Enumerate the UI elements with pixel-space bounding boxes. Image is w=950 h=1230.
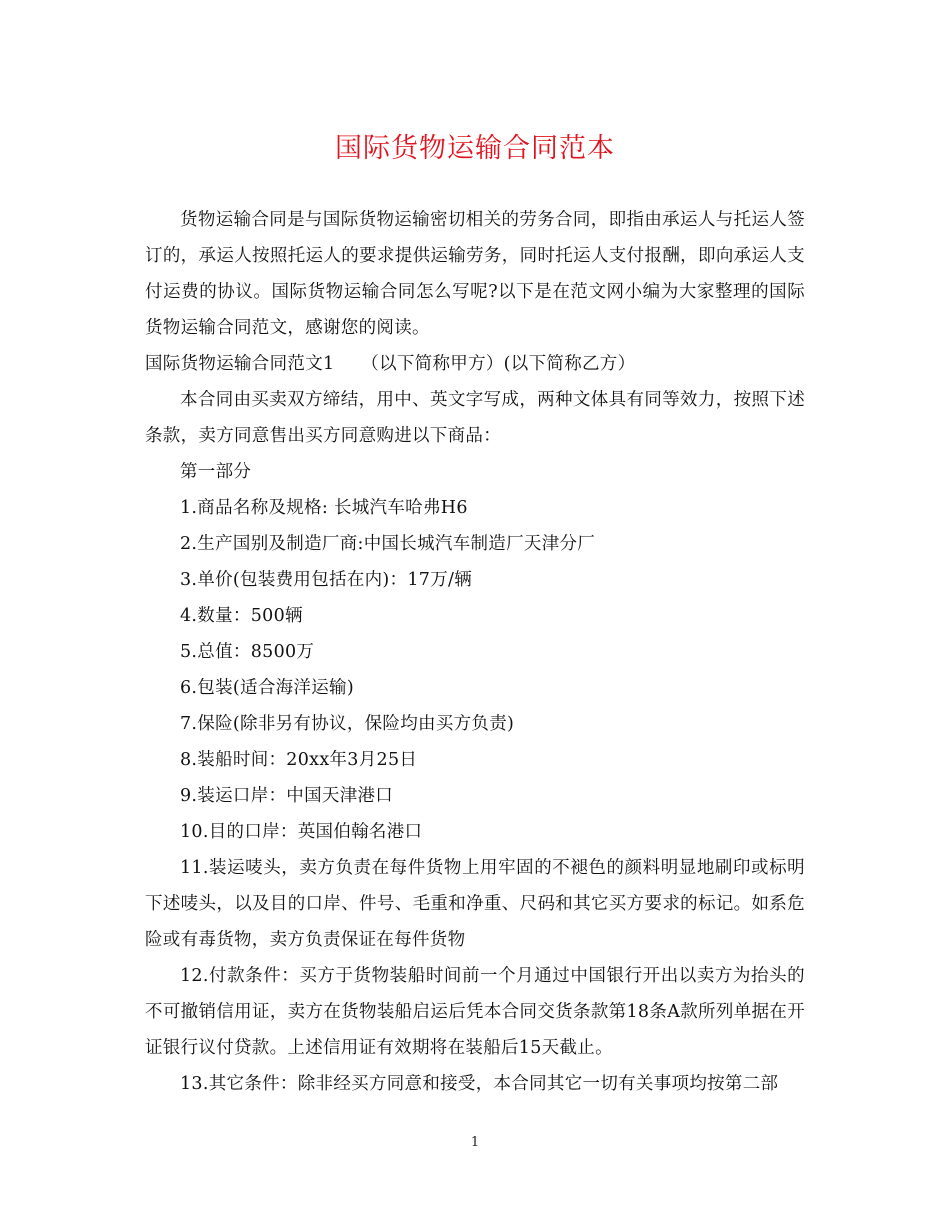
clause-item: 2.生产国别及制造厂商:中国长城汽车制造厂天津分厂 [180, 534, 596, 554]
document-body [145, 202, 805, 1102]
page-number: 1 [470, 1135, 480, 1150]
clause-12-paragraph: 12.付款条件：买方于货物装船时间前一个月通过中国银行开出以卖方为抬头的不可撤销信用证，卖方在货物装船启运后凭本合同交货条款第18条A款所列单据在开证银行议付贷款。上述信用证有效期将在装船后15天截止。 [145, 966, 805, 1058]
clause-item: 4.数量：500辆 [180, 606, 303, 626]
clause-item: 1.商品名称及规格: 长城汽车哈弗H6 [180, 498, 468, 518]
clause-item: 9.装运口岸：中国天津港口 [180, 786, 394, 806]
clause-item: 6.包装(适合海洋运输) [180, 678, 354, 698]
intro-paragraph: 货物运输合同是与国际货物运输密切相关的劳务合同，即指由承运人与托运人签订的，承运人按照托运人的要求提供运输劳务，同时托运人支付报酬，即向承运人支付运费的协议。国际货物运输合同怎么写呢?以下是在范文网小编为大家整理的国际货物运输合同范文，感谢您的阅读。 [145, 210, 805, 338]
clause-item: 5.总值：8500万 [180, 642, 315, 662]
clause-item: 10.目的口岸：英国伯翰名港口 [180, 822, 423, 842]
clause-item: 8.装船时间：20xx年3月25日 [180, 750, 418, 770]
clause-13-paragraph: 13.其它条件：除非经买方同意和接受，本合同其它一切有关事项均按第二部 [180, 1074, 779, 1094]
part-heading: 第一部分 [180, 462, 252, 482]
preamble-paragraph: 本合同由买卖双方缔结，用中、英文字写成，两种文体具有同等效力，按照下述条款，卖方同意售出买方同意购进以下商品： [145, 390, 805, 446]
clause-item: 7.保险(除非另有协议，保险均由买方负责) [180, 714, 515, 734]
clause-11-paragraph: 11.装运唛头，卖方负责在每件货物上用牢固的不褪色的颜料明显地刷印或标明下述唛头，以及目的口岸、件号、毛重和净重、尺码和其它买方要求的标记。如系危险或有毒货物，卖方负责保证在每件货物 [145, 858, 805, 950]
clause-item: 3.单价(包装费用包括在内)：17万/辆 [180, 570, 473, 590]
document-title: 国际货物运输合同范本 [335, 133, 615, 164]
sample-heading: 国际货物运输合同范文1 （以下简称甲方）(以下简称乙方） [145, 354, 636, 374]
